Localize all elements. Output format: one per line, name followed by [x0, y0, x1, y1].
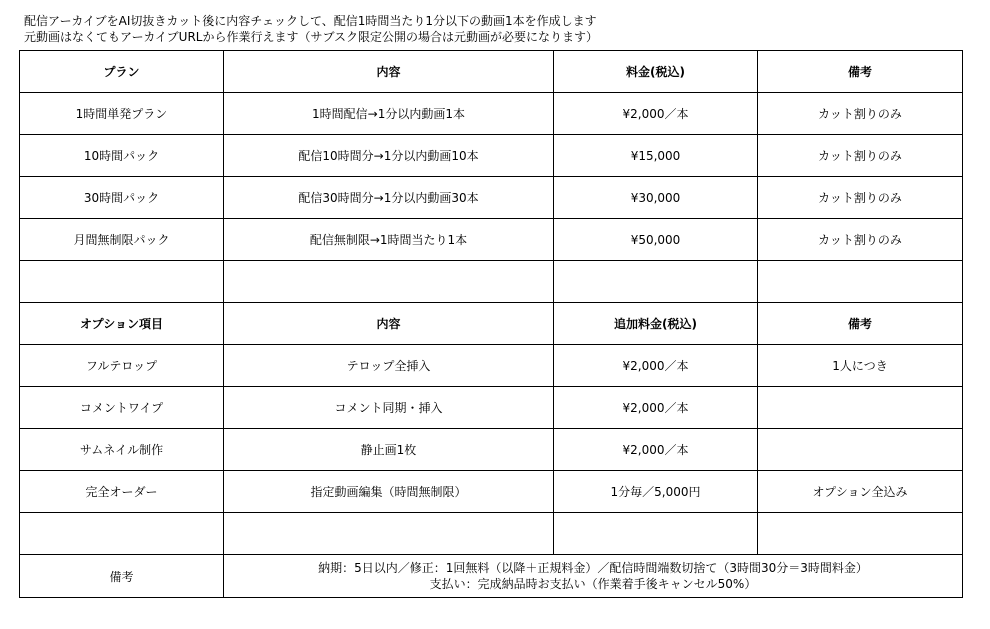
option-name: コメントワイプ	[20, 387, 224, 429]
notes-text	[224, 555, 963, 598]
plan-content: 1時間配信→1分以内動画1本	[224, 93, 554, 135]
empty-row	[20, 513, 963, 555]
empty-row	[20, 261, 963, 303]
intro-text	[24, 13, 598, 45]
option-name: フルテロップ	[20, 345, 224, 387]
table-row	[20, 387, 963, 429]
plan-header-row	[20, 51, 963, 93]
option-content: コメント同期・挿入	[224, 387, 554, 429]
option-price: ¥2,000／本	[554, 387, 758, 429]
plan-header-name: プラン	[20, 51, 224, 93]
pricing-table	[19, 50, 963, 598]
option-note	[758, 429, 963, 471]
option-note	[758, 387, 963, 429]
option-header-row	[20, 303, 963, 345]
option-name: サムネイル制作	[20, 429, 224, 471]
option-content: テロップ全挿入	[224, 345, 554, 387]
table-row	[20, 177, 963, 219]
table-row	[20, 135, 963, 177]
plan-price: ¥50,000	[554, 219, 758, 261]
plan-name: 30時間パック	[20, 177, 224, 219]
plan-content: 配信30時間分→1分以内動画30本	[224, 177, 554, 219]
option-header-content: 内容	[224, 303, 554, 345]
plan-name: 1時間単発プラン	[20, 93, 224, 135]
plan-price: ¥30,000	[554, 177, 758, 219]
plan-content: 配信無制限→1時間当たり1本	[224, 219, 554, 261]
option-name: 完全オーダー	[20, 471, 224, 513]
plan-header-content: 内容	[224, 51, 554, 93]
option-note: 1人につき	[758, 345, 963, 387]
option-content: 静止画1枚	[224, 429, 554, 471]
option-content: 指定動画編集（時間無制限）	[224, 471, 554, 513]
notes-row	[20, 555, 963, 598]
option-price: 1分毎／5,000円	[554, 471, 758, 513]
plan-note: カット割りのみ	[758, 93, 963, 135]
intro-line-1: 配信アーカイブをAI切抜きカット後に内容チェックして、配信1時間当たり1分以下の動画1本を作成します	[24, 14, 597, 28]
option-header-name: オプション項目	[20, 303, 224, 345]
intro-line-2: 元動画はなくてもアーカイブURLから作業行えます（サブスク限定公開の場合は元動画が必要になります）	[24, 30, 599, 44]
option-note: オプション全込み	[758, 471, 963, 513]
notes-line-2: 支払い：完成納品時お支払い（作業着手後キャンセル50%）	[429, 577, 757, 591]
option-header-note: 備考	[758, 303, 963, 345]
plan-note: カット割りのみ	[758, 177, 963, 219]
plan-note: カット割りのみ	[758, 219, 963, 261]
table-row	[20, 93, 963, 135]
table-row	[20, 219, 963, 261]
table-row	[20, 345, 963, 387]
option-price: ¥2,000／本	[554, 429, 758, 471]
plan-price: ¥15,000	[554, 135, 758, 177]
notes-label: 備考	[20, 555, 224, 598]
plan-header-note: 備考	[758, 51, 963, 93]
plan-content: 配信10時間分→1分以内動画10本	[224, 135, 554, 177]
table-row	[20, 471, 963, 513]
plan-price: ¥2,000／本	[554, 93, 758, 135]
option-header-price: 追加料金(税込)	[554, 303, 758, 345]
table-row	[20, 429, 963, 471]
notes-line-1: 納期：5日以内／修正：1回無料（以降＋正規料金）／配信時間端数切捨て（3時間30分＝3時間料金）	[318, 561, 868, 575]
option-price: ¥2,000／本	[554, 345, 758, 387]
plan-header-price: 料金(税込)	[554, 51, 758, 93]
plan-name: 月間無制限パック	[20, 219, 224, 261]
plan-note: カット割りのみ	[758, 135, 963, 177]
plan-name: 10時間パック	[20, 135, 224, 177]
